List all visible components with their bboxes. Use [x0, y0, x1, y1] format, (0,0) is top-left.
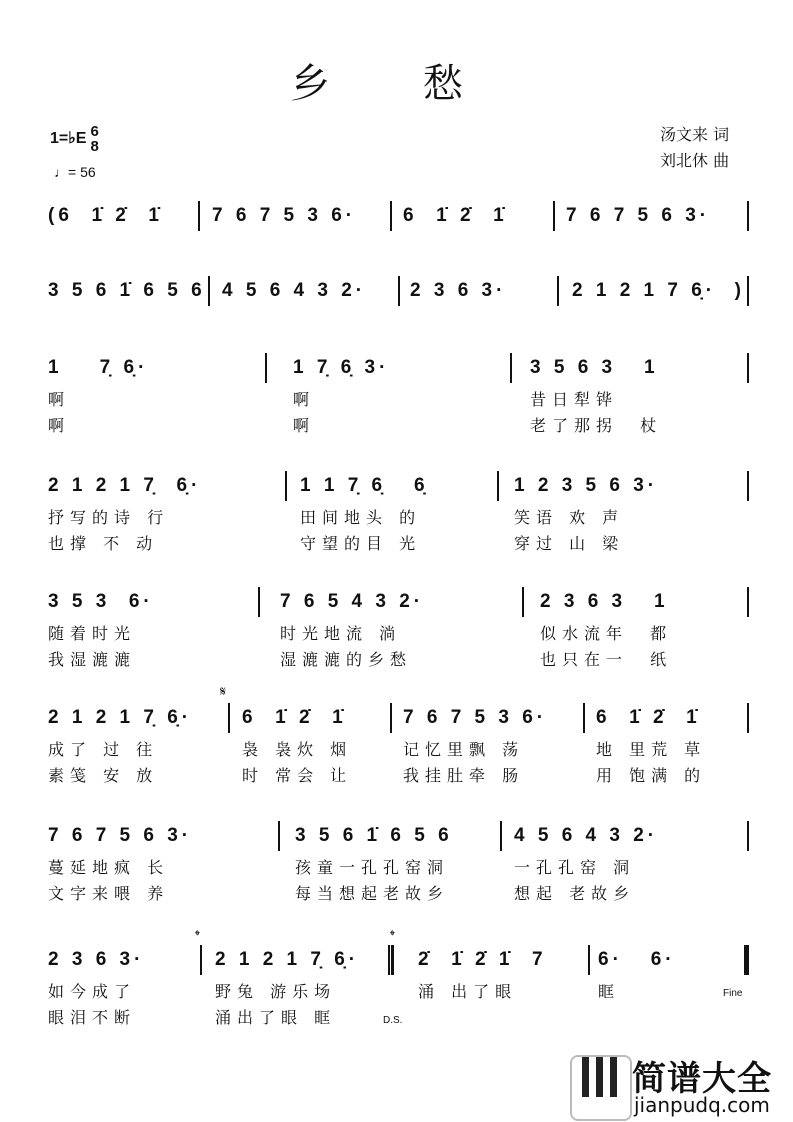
measure-notes: 1 7̣ 6̣·	[48, 357, 149, 378]
lyric-verse-1: 啊	[293, 390, 316, 409]
measure-notes: 2 3 6 3 1	[540, 591, 669, 612]
piano-keys-icon	[570, 1055, 632, 1121]
measure-notes: 6 1̇ 2̇ 1̇	[403, 205, 508, 226]
barline	[228, 703, 230, 733]
lyric-verse-1: 笑语 欢 声	[514, 508, 625, 527]
lyric-verse-1: 野兔 游乐场	[215, 982, 337, 1001]
fine-marking: Fine	[723, 988, 743, 999]
measure-notes: 7 6 7 5 3 6·	[403, 707, 548, 728]
lyric-verse-2: 我湿漉漉	[48, 650, 137, 669]
barline	[747, 201, 749, 231]
lyric-verse-1: 如今成了	[48, 982, 137, 1001]
time-signature	[90, 124, 98, 154]
lyric-verse-1: 眶	[598, 982, 621, 1001]
lyric-verse-1: 地 里荒 草	[596, 740, 707, 759]
measure-notes: 6 1̇ 2̇ 1̇	[242, 707, 347, 728]
lyric-verse-2: 也撑 不 动	[48, 534, 159, 553]
barline	[553, 201, 555, 231]
barline	[278, 821, 280, 851]
lyric-verse-2: 我挂肚牵 肠	[403, 766, 525, 785]
measure-notes: 6 1̇ 2̇ 1̇	[596, 707, 701, 728]
lyric-verse-2: 眼泪不断	[48, 1008, 137, 1027]
measure-notes: 2̇ 1̇ 2̇ 1̇ 7	[418, 949, 547, 970]
barline	[747, 471, 749, 501]
measure-notes: 7 6 7 5 6 3·	[48, 825, 193, 846]
measure-notes: 3 5 6 1̇ 6 5 6	[295, 825, 453, 846]
measure-notes: 2 3 6 3·	[48, 949, 145, 970]
measure-notes: 7 6 7 5 6 3·	[566, 205, 711, 226]
lyric-verse-2: 穿过 山 梁	[514, 534, 625, 553]
barline	[198, 201, 200, 231]
lyric-verse-1: 昔日犁铧	[530, 390, 619, 409]
barline	[285, 471, 287, 501]
lyric-verse-1: 啊	[48, 390, 71, 409]
lyric-verse-1: 蔓延地疯 长	[48, 858, 170, 877]
tempo-marking: ♩= 56	[54, 164, 96, 180]
lyric-verse-2: 文字来喂 养	[48, 884, 170, 903]
lyric-verse-2: 啊	[48, 416, 71, 435]
barline	[388, 945, 390, 975]
barline	[583, 703, 585, 733]
lyric-verse-1: 抒写的诗 行	[48, 508, 170, 527]
song-title: 乡 愁	[290, 61, 503, 107]
barline	[390, 703, 392, 733]
lyric-verse-2: 也只在一 纸	[540, 650, 673, 669]
measure-notes: 7 6 7 5 3 6·	[212, 205, 357, 226]
segno-icon: 𝄋	[220, 684, 227, 700]
barline	[588, 945, 590, 975]
coda-icon-2: 𝄌	[390, 928, 395, 944]
measure-notes: 3 5 3 6·	[48, 591, 154, 612]
measure-notes: (6 1̇ 2̇ 1̇	[48, 205, 163, 226]
lyric-verse-2: 湿漉漉的乡愁	[280, 650, 413, 669]
barline	[265, 353, 267, 383]
lyric-verse-2: 想起 老故乡	[514, 884, 636, 903]
lyric-verse-1: 成了 过 往	[48, 740, 159, 759]
lyric-verse-1: 孩童一孔孔窑洞	[295, 858, 450, 877]
lyric-verse-1: 似水流年 都	[540, 624, 673, 643]
measure-notes: 2 3 6 3·	[410, 280, 507, 301]
measure-notes: 2 1 2 1 7 6̣· )	[572, 280, 746, 301]
lyric-verse-2: 时 常会 让	[242, 766, 353, 785]
barline	[510, 353, 512, 383]
lyric-verse-1: 涌 出了眼	[418, 982, 518, 1001]
measure-notes: 6· 6·	[598, 949, 676, 970]
composer-credit: 刘北休 曲	[660, 151, 730, 170]
measure-notes: 3 5 6 1̇ 6 5 6	[48, 280, 206, 301]
lyric-verse-2: 素笺 安 放	[48, 766, 159, 785]
measure-notes: 4 5 6 4 3 2·	[222, 280, 367, 301]
barline	[391, 945, 394, 975]
coda-icon: 𝄌	[195, 928, 200, 944]
barline	[747, 276, 749, 306]
barline	[747, 703, 749, 733]
barline	[747, 587, 749, 617]
barline	[500, 821, 502, 851]
barline	[390, 201, 392, 231]
measure-notes: 2 1 2 1 7̣ 6̣·	[48, 475, 202, 496]
lyric-verse-1: 袅 袅炊 烟	[242, 740, 353, 759]
ds-marking: D.S.	[383, 1015, 403, 1026]
measure-notes: 1 7̣ 6̣ 3·	[293, 357, 390, 378]
watermark-logo	[570, 1055, 790, 1120]
barline	[208, 276, 210, 306]
measure-notes: 3 5 6 3 1	[530, 357, 659, 378]
lyric-verse-1: 时光地流 淌	[280, 624, 402, 643]
lyric-verse-1: 田间地头 的	[300, 508, 422, 527]
key-signature	[50, 124, 99, 154]
barline	[747, 353, 749, 383]
time-bottom: 8	[90, 138, 99, 155]
watermark-url: jianpudq.com	[634, 1093, 770, 1117]
watermark-text: 简谱大全	[632, 1059, 772, 1099]
barline	[398, 276, 400, 306]
time-top: 6	[90, 123, 99, 140]
measure-notes: 4 5 6 4 3 2·	[514, 825, 659, 846]
barline	[200, 945, 202, 975]
lyric-verse-2: 用 饱满 的	[596, 766, 707, 785]
barline	[557, 276, 559, 306]
lyric-verse-2: 涌出了眼 眶	[215, 1008, 337, 1027]
measure-notes: 2 1 2 1 7̣ 6̣·	[215, 949, 360, 970]
lyric-verse-2: 老了那拐 杖	[530, 416, 663, 435]
lyric-verse-2: 守望的目 光	[300, 534, 422, 553]
measure-notes: 2 1 2 1 7̣ 6̣·	[48, 707, 193, 728]
barline	[747, 821, 749, 851]
barline	[522, 587, 524, 617]
lyric-verse-1: 记忆里飘 荡	[403, 740, 525, 759]
barline	[497, 471, 499, 501]
measure-notes: 7 6 5 4 3 2·	[280, 591, 425, 612]
measure-notes: 1 1 7̣ 6̣ 6̣	[300, 475, 429, 496]
key-label: 1=♭E	[50, 130, 87, 148]
lyric-verse-1: 随着时光	[48, 624, 137, 643]
measure-notes: 1 2 3 5 6 3·	[514, 475, 659, 496]
lyricist-credit: 汤文来 词	[660, 125, 730, 144]
barline	[258, 587, 260, 617]
lyric-verse-2: 啊	[293, 416, 316, 435]
barline	[747, 945, 749, 975]
lyric-verse-2: 每当想起老故乡	[295, 884, 450, 903]
lyric-verse-1: 一孔孔窑 洞	[514, 858, 636, 877]
